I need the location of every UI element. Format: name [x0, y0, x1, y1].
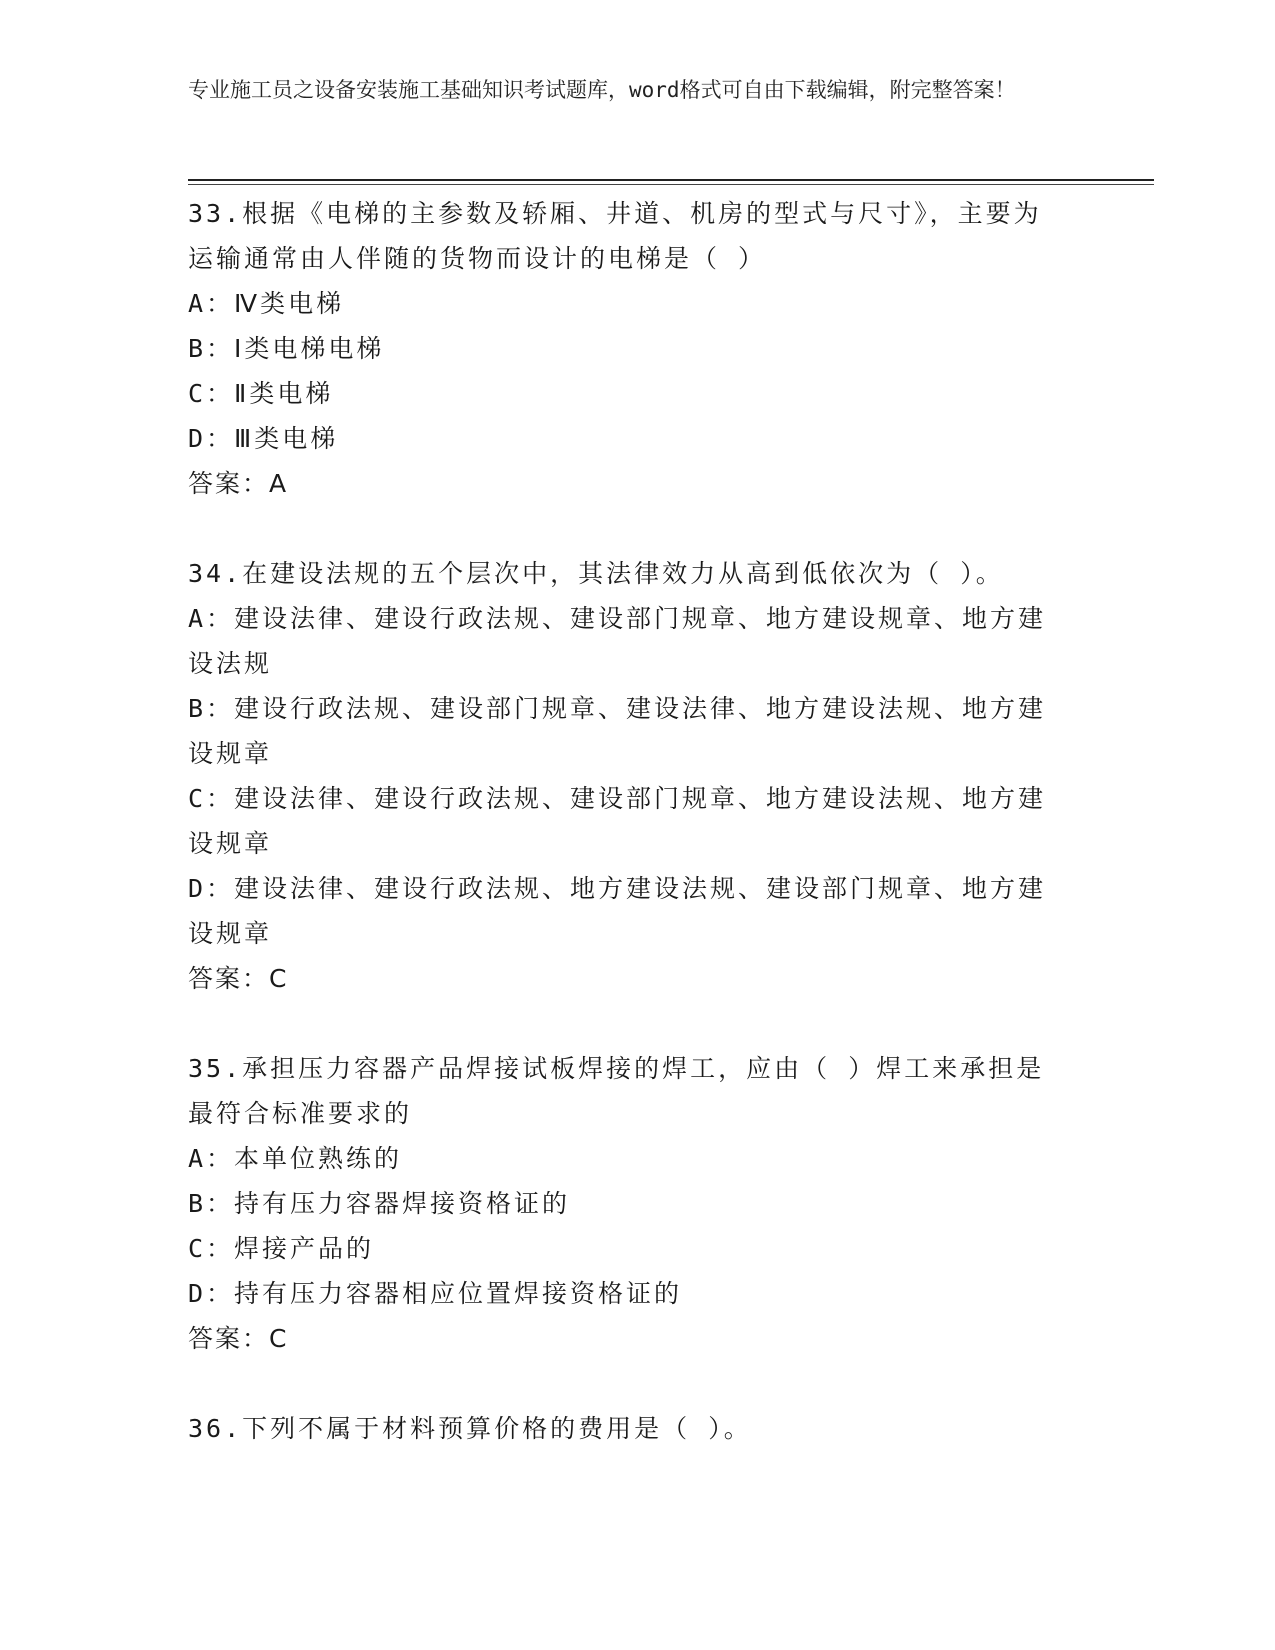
- header-divider-thin: [188, 184, 1154, 185]
- option-a: A：本单位熟练的: [188, 1144, 403, 1173]
- option-d: D：建设法律、建设行政法规、地方建设法规、建设部门规章、地方建: [188, 874, 1047, 903]
- question-33: [188, 191, 1088, 506]
- question-stem: 34.在建设法规的五个层次中，其法律效力从高到低依次为（ ）。: [188, 559, 1004, 588]
- header-text: 专业施工员之设备安装施工基础知识考试题库，word格式可自由下载编辑，附完整答案！: [188, 78, 1016, 102]
- question-36: [188, 1406, 1088, 1451]
- question-stem: 33.根据《电梯的主参数及轿厢、井道、机房的型式与尺寸》，主要为: [188, 199, 1042, 228]
- option-b: B：建设行政法规、建设部门规章、建设法律、地方建设法规、地方建: [188, 694, 1047, 723]
- question-list: [188, 191, 1088, 1496]
- document-header: [188, 74, 1068, 107]
- answer: 答案：C: [188, 1324, 289, 1353]
- header-divider-thick: [188, 179, 1154, 181]
- question-35: [188, 1046, 1088, 1361]
- option-a: A：Ⅳ类电梯: [188, 289, 345, 318]
- option-a: A：建设法律、建设行政法规、建设部门规章、地方建设规章、地方建: [188, 604, 1047, 633]
- option-b: B：持有压力容器焊接资格证的: [188, 1189, 571, 1218]
- question-stem: 35.承担压力容器产品焊接试板焊接的焊工，应由（ ）焊工来承担是: [188, 1054, 1045, 1083]
- option-b: B：Ⅰ类电梯电梯: [188, 334, 385, 363]
- question-stem-continued: 最符合标准要求的: [188, 1099, 413, 1128]
- question-stem-continued: 运输通常由人伴随的货物而设计的电梯是（ ）: [188, 244, 767, 273]
- option-c: C：焊接产品的: [188, 1234, 375, 1263]
- answer: 答案：A: [188, 469, 289, 498]
- option-c: C：Ⅱ类电梯: [188, 379, 334, 408]
- option-a-continued: 设法规: [188, 649, 273, 678]
- option-c-continued: 设规章: [188, 829, 273, 858]
- question-34: [188, 551, 1088, 1001]
- option-d: D：持有压力容器相应位置焊接资格证的: [188, 1279, 683, 1308]
- option-d-continued: 设规章: [188, 919, 273, 948]
- answer: 答案：C: [188, 964, 289, 993]
- option-c: C：建设法律、建设行政法规、建设部门规章、地方建设法规、地方建: [188, 784, 1047, 813]
- option-b-continued: 设规章: [188, 739, 273, 768]
- option-d: D：Ⅲ类电梯: [188, 424, 339, 453]
- question-stem: 36.下列不属于材料预算价格的费用是（ ）。: [188, 1414, 752, 1443]
